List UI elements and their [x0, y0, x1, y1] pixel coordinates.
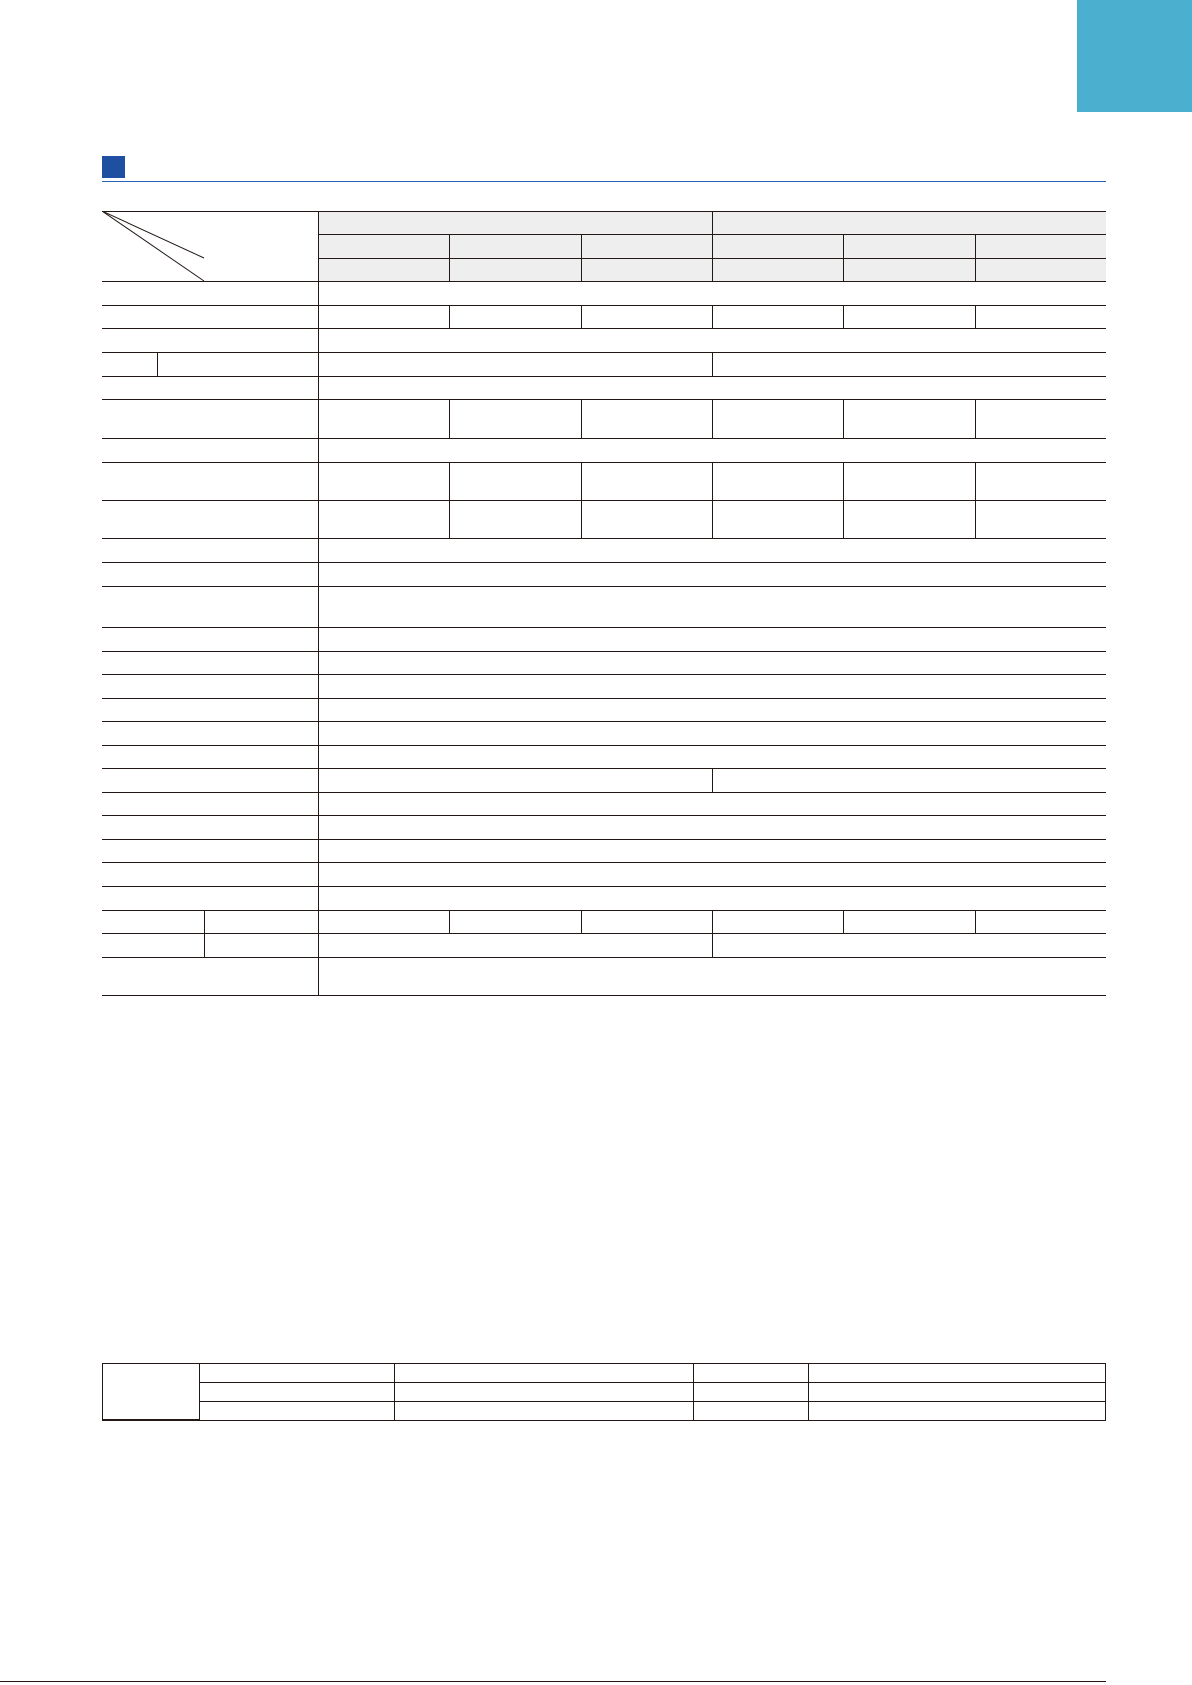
group-divider: [712, 352, 713, 376]
model-column-divider: [712, 910, 713, 933]
label-column-divider: [318, 305, 319, 328]
label-column-divider: [318, 768, 319, 792]
label-column-divider: [318, 211, 319, 281]
label-column-divider: [318, 910, 319, 933]
model-column-divider: [843, 500, 844, 538]
section-heading-rule: [102, 181, 1106, 182]
label-column-divider: [318, 462, 319, 500]
label-column-divider: [318, 281, 319, 305]
row-divider: [102, 586, 1106, 587]
table-corner-diagonals: [102, 211, 1106, 1023]
sub-label-divider: [157, 352, 158, 376]
model-column-divider: [975, 305, 976, 328]
footer-top-rule: [102, 1363, 1106, 1364]
model-column-divider: [449, 305, 450, 328]
table-top-rule: [102, 211, 1106, 212]
row-divider: [102, 438, 1106, 439]
label-column-divider: [318, 839, 319, 862]
footer-column-divider: [693, 1363, 694, 1421]
label-column-divider: [318, 376, 319, 399]
model-column-divider: [843, 399, 844, 438]
row-divider: [102, 462, 1106, 463]
row-divider: [102, 745, 1106, 746]
label-column-divider: [318, 627, 319, 651]
model-column-divider: [712, 305, 713, 328]
chapter-tab: [1077, 0, 1192, 112]
sub-label-divider: [204, 910, 205, 957]
row-divider: [102, 651, 1106, 652]
footer-label-underline: [102, 1419, 199, 1421]
page-bottom-rule: [0, 1681, 1106, 1682]
model-column-divider: [975, 500, 976, 538]
model-column-divider: [975, 910, 976, 933]
footer-left-rule: [102, 1363, 103, 1421]
row-divider: [102, 328, 1106, 329]
model-column-divider: [712, 500, 713, 538]
footer-row-divider: [199, 1382, 1106, 1383]
group-divider: [712, 768, 713, 792]
label-column-divider: [318, 328, 319, 352]
model-column-divider: [843, 234, 844, 281]
model-column-divider: [581, 305, 582, 328]
label-column-divider: [318, 957, 319, 995]
row-divider: [102, 933, 1106, 934]
model-column-divider: [581, 462, 582, 500]
model-column-divider: [581, 500, 582, 538]
label-column-divider: [318, 352, 319, 376]
label-column-divider: [318, 792, 319, 815]
header-bottom-rule: [102, 281, 1106, 282]
model-column-divider: [712, 462, 713, 500]
model-column-divider: [581, 910, 582, 933]
label-column-divider: [318, 538, 319, 562]
row-divider: [102, 792, 1106, 793]
label-column-divider: [318, 815, 319, 839]
model-column-divider: [843, 462, 844, 500]
model-column-divider: [975, 234, 976, 281]
label-column-divider: [318, 886, 319, 910]
model-column-divider: [581, 399, 582, 438]
footer-bottom-rule: [102, 1420, 1106, 1421]
model-column-divider: [449, 910, 450, 933]
row-divider: [102, 538, 1106, 539]
footer-table: [102, 1363, 1106, 1421]
label-column-divider: [318, 500, 319, 538]
row-divider: [102, 698, 1106, 699]
model-column-divider: [843, 305, 844, 328]
model-column-divider: [449, 462, 450, 500]
footer-row-divider: [199, 1401, 1106, 1402]
row-divider: [102, 815, 1106, 816]
section-heading-marker: [102, 156, 125, 178]
label-column-divider: [318, 933, 319, 957]
row-divider: [102, 352, 1106, 353]
row-divider: [102, 500, 1106, 501]
row-divider: [102, 627, 1106, 628]
label-column-divider: [318, 674, 319, 698]
table-bottom-rule: [102, 995, 1106, 996]
label-column-divider: [318, 745, 319, 768]
label-column-divider: [318, 651, 319, 674]
model-column-divider: [975, 462, 976, 500]
footer-right-rule: [1105, 1363, 1106, 1421]
label-column-divider: [318, 562, 319, 586]
label-column-divider: [318, 438, 319, 462]
model-column-divider: [581, 234, 582, 281]
row-divider: [102, 376, 1106, 377]
row-divider: [102, 957, 1106, 958]
label-column-divider: [318, 586, 319, 627]
label-column-divider: [318, 862, 319, 886]
group-divider: [712, 933, 713, 957]
label-column-divider: [318, 698, 319, 721]
row-divider: [102, 768, 1106, 769]
row-divider: [102, 305, 1106, 306]
row-divider: [102, 721, 1106, 722]
footer-column-divider: [808, 1363, 809, 1421]
label-column-divider: [318, 721, 319, 745]
model-column-divider: [449, 500, 450, 538]
model-column-divider: [712, 399, 713, 438]
row-divider: [102, 862, 1106, 863]
row-divider: [102, 910, 1106, 911]
row-divider: [102, 839, 1106, 840]
label-column-divider: [318, 399, 319, 438]
row-divider: [102, 562, 1106, 563]
footer-column-divider: [199, 1363, 200, 1421]
row-divider: [102, 886, 1106, 887]
footer-column-divider: [394, 1363, 395, 1421]
row-divider: [102, 674, 1106, 675]
model-column-divider: [843, 910, 844, 933]
row-divider: [102, 399, 1106, 400]
model-column-divider: [449, 234, 450, 281]
group-divider: [712, 211, 713, 281]
model-column-divider: [449, 399, 450, 438]
model-column-divider: [975, 399, 976, 438]
